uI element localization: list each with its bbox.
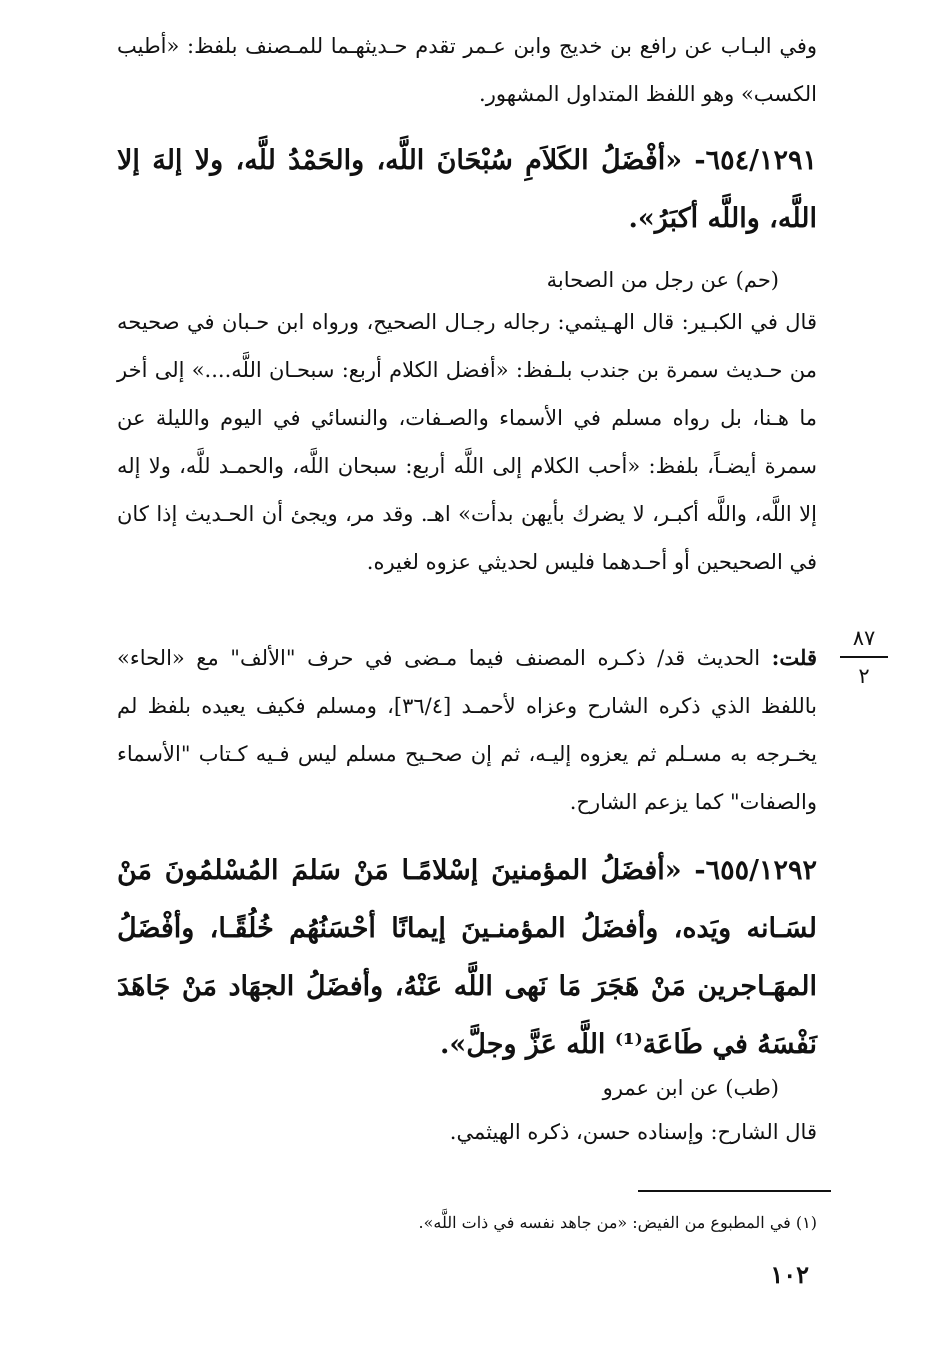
qult-label: قلت: [771, 645, 817, 670]
margin-reference [838, 624, 890, 690]
bab-note-paragraph: وفي البـاب عن رافع بن خديج وابن عـمر تقدم حـديثهـما للمـصنف بلفظ: «أطيب الكسب» وهو اللفظ المتداول المشهور. [117, 34, 817, 106]
hadith-1291-commentary: قال في الكبـير: قال الهـيثمي: رجاله رجـال الصحيح، ورواه ابن حـبان في صحيحه من حـديث سمرة بن جندب بلـفظ: «أفضل الكلام أربع: سبحـان اللَّه....» إلى أخر ما هـنا، بل رواه مسلم في الأسماء والصـفات، والنسائي في اليوم والليلة عن سمرة أيضـاً، بلفظ: «أحب الكلام إلى اللَّه أربع: سبحان اللَّه، والحمـد للَّه، ولا إله إلا اللَّه، واللَّه أكبـر، لا يضرك بأيهن بدأت» اهـ. وقد مر، ويجئ أن الحـديث إذا كان في الصحيحين أو أحـدهما فليس لحديثي عزوه لغيره. [117, 310, 817, 574]
margin-ref-part: ٢ [858, 664, 870, 688]
margin-ref-volume-page: ٨٧ [852, 626, 876, 650]
margin-ref-divider [840, 656, 888, 658]
hadith-1292-source: (طب) عن ابن عمرو [602, 1076, 779, 1100]
hadith-1292-text: ٦٥٥/١٢٩٢- «أفضَلُ المؤمنينَ إسْلامًـا مَنْ سَلمَ المُسْلمُونَ مَنْ لسَـانه ويَده، وأفضَلُ المؤمنـينَ إيمانًا أحْسَنُهُم خُلُقًـا، وأفْضَلُ المهَـاجرين مَنْ هَجَرَ مَا نَهى اللَّه عَنْهُ، وأفضَلُ الجهَاد مَنْ جَاهَدَ نَفْسَهُ في طَاعَة⁽¹⁾ اللَّه عَزَّ وجلَّ». [117, 855, 817, 1060]
qult-paragraph [117, 634, 817, 826]
hadith-1291-source: (حم) عن رجل من الصحابة [546, 268, 779, 292]
footnote: (١) في المطبوع من الفيض: «من جاهد نفسه في ذات اللَّه». [418, 1213, 817, 1232]
hadith-1292-commentary: قال الشارح: وإسناده حسن، ذكره الهيثمي. [449, 1120, 817, 1144]
qult-text: الحديث قد/ ذكـره المصنف فيما مـضى في حرف "الألف" مع «الحاء» باللفظ الذي ذكره الشارح وعزاه لأحمـد [٣٦/٤]، ومسلم فكيف يعيده بلفظ لم يخـرجه به مسـلم ثم يعزوه إليـه، ثم إن صحـيح مسلم ليس فـيه كـتاب "الأسماء والصفات" كما يزعم الشارح. [117, 646, 817, 814]
page-number: ١٠٢ [770, 1260, 809, 1289]
hadith-1291-text: ٦٥٤/١٢٩١- «أفْضَلُ الكَلاَمِ سُبْحَانَ اللَّه، والحَمْدُ للَّه، ولا إلهَ إلا اللَّه، واللَّه أكبَرُ». [117, 145, 817, 234]
footnote-divider [638, 1190, 831, 1192]
